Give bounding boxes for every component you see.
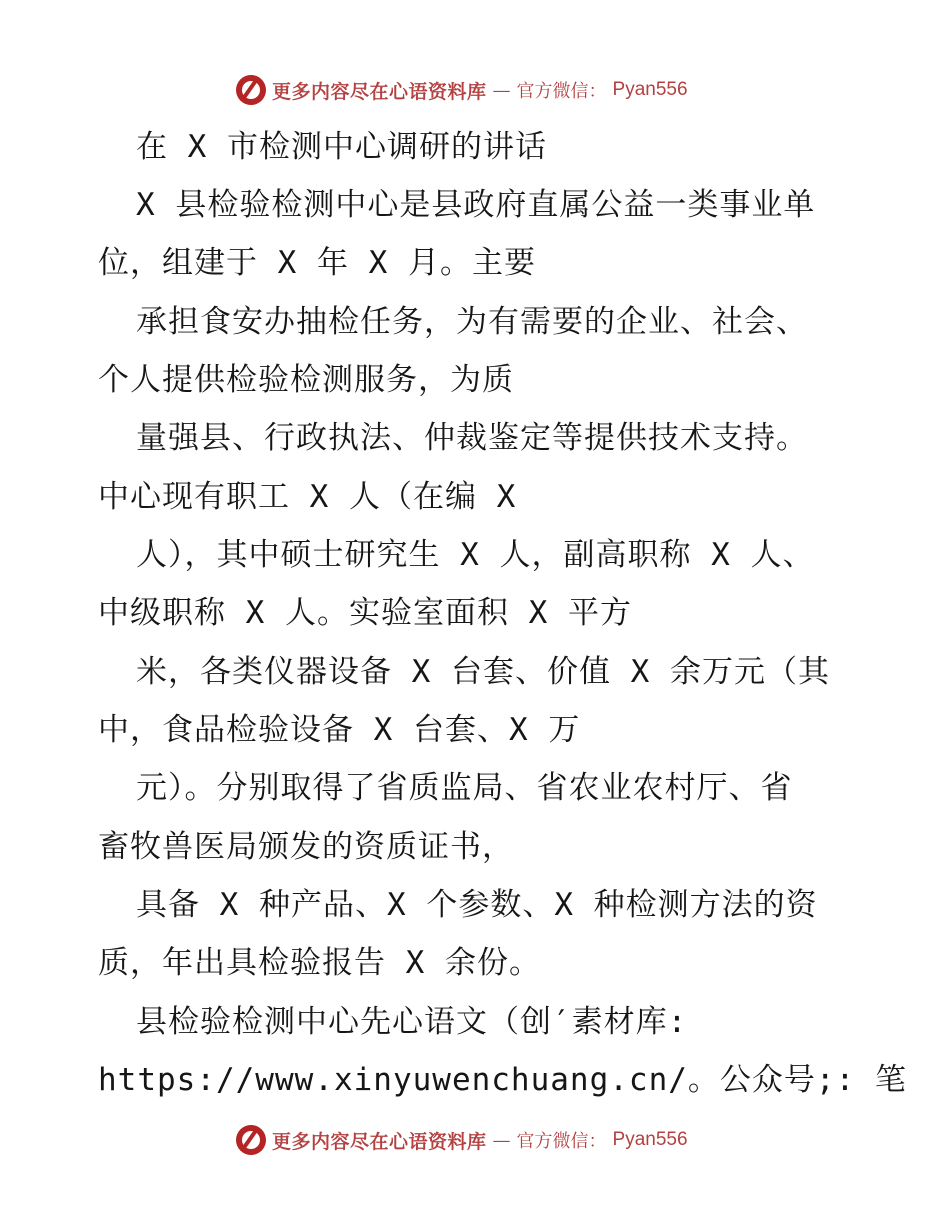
pen-logo-icon xyxy=(236,75,266,105)
body-line: X 县检验检测中心是县政府直属公益一类事业单 xyxy=(136,187,816,223)
body-line: 县检验检测中心先心语文（创′素材库: xyxy=(136,1004,688,1040)
body-line: 米，各类仪器设备 X 台套、价值 X 余万元（其 xyxy=(136,654,830,690)
body-line: https://www.xinyuwenchuang.cn/。公众号;: 笔 xyxy=(98,1062,907,1098)
body-line: 位，组建于 X 年 X 月。主要 xyxy=(98,245,536,281)
banner-wechat-id: Pyan556 xyxy=(612,1129,688,1150)
body-line: 中心现有职工 X 人（在编 X xyxy=(98,479,517,515)
body-line: 个人提供检验检测服务，为质 xyxy=(98,362,514,398)
banner-dash: — xyxy=(492,79,511,101)
body-line: 质，年出具检验报告 X 余份。 xyxy=(98,945,541,981)
banner-official: 官方微信： xyxy=(516,81,607,102)
body-line: 人），其中硕士研究生 X 人，副高职称 X 人、 xyxy=(136,537,815,573)
banner-text: 更多内容尽在心语资料库 xyxy=(272,1130,487,1153)
banner-wechat-id: Pyan556 xyxy=(612,79,688,100)
body-line: 畜牧兽医局颁发的资质证书， xyxy=(98,829,514,865)
body-line: 元）。分别取得了省质监局、省农业农村厅、省 xyxy=(136,770,793,806)
header-banner xyxy=(236,74,688,106)
body-line: 中，食品检验设备 X 台套、X 万 xyxy=(98,712,581,748)
pen-logo-icon xyxy=(236,1125,266,1155)
body-line: 具备 X 种产品、X 个参数、X 种检测方法的资 xyxy=(136,887,818,923)
banner-official: 官方微信： xyxy=(516,1131,607,1152)
body-line: 中级职称 X 人。实验室面积 X 平方 xyxy=(98,595,632,631)
body-line: 量强县、行政执法、仲裁鉴定等提供技术支持。 xyxy=(136,420,808,456)
footer-banner xyxy=(236,1124,688,1156)
document-title: 在 X 市检测中心调研的讲话 xyxy=(136,129,547,165)
banner-dash: — xyxy=(492,1129,511,1151)
banner-text: 更多内容尽在心语资料库 xyxy=(272,80,487,103)
body-line: 承担食安办抽检任务，为有需要的企业、社会、 xyxy=(136,304,808,340)
